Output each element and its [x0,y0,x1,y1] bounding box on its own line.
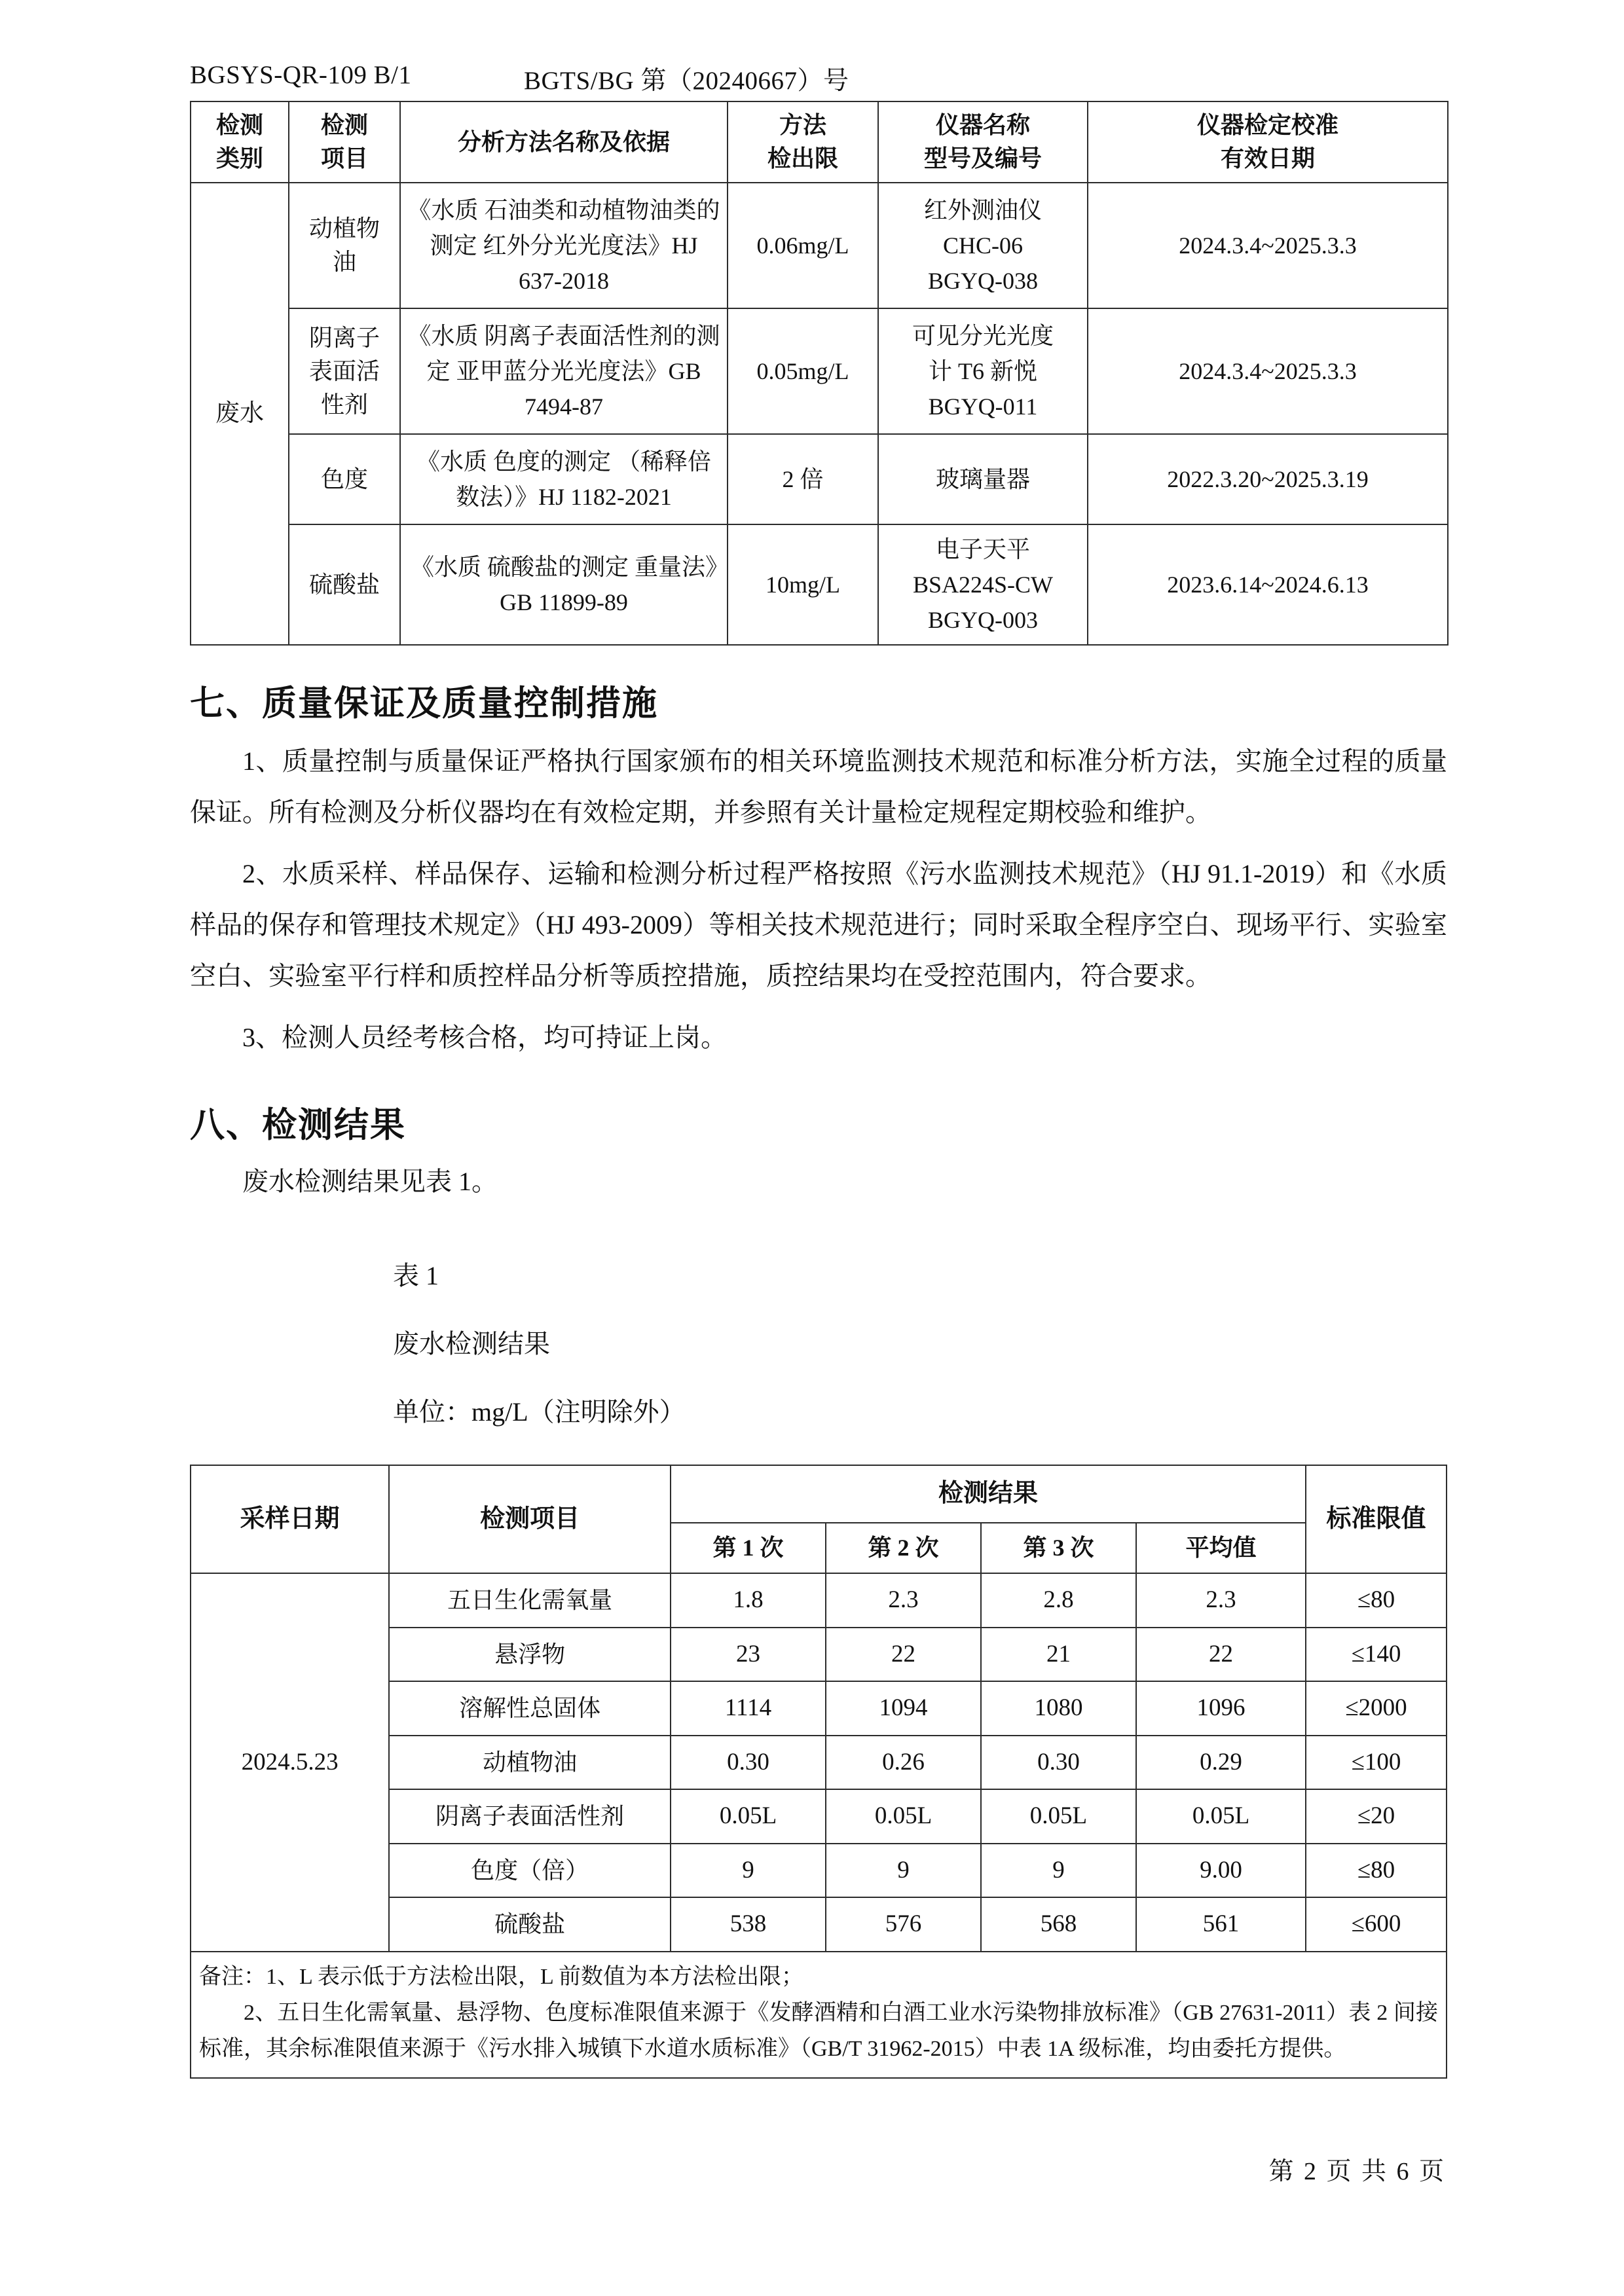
cell-run-1: 0.30 [671,1736,826,1790]
cell-run-3: 568 [981,1897,1136,1952]
cell-item: 色度 [289,434,400,524]
cell-run-2: 9 [826,1844,981,1898]
cell-run-3: 9 [981,1844,1136,1898]
cell-method: 《水质 色度的测定 （稀释倍数法）》HJ 1182-2021 [400,434,728,524]
cell-instrument: 红外测油仪 CHC-06 BGYQ-038 [878,183,1088,308]
caption-table-number: 表 1 [393,1261,439,1291]
results-table-body [191,1573,1447,1952]
form-code: BGSYS-QR-109 B/1 [190,61,412,89]
cell-standard: ≤80 [1306,1573,1447,1628]
cell-category: 废水 [191,183,289,645]
caption-unit: 单位：mg/L（注明除外） [393,1397,686,1427]
table-row [191,1573,1447,1628]
cell-run-1: 1.8 [671,1573,826,1628]
th-item: 检测 项目 [289,101,400,183]
th-category: 检测 类别 [191,101,289,183]
cell-test-item: 动植物油 [389,1736,671,1790]
cell-lod: 2 倍 [728,434,878,524]
section-7-paragraph-1: 1、质量控制与质量保证严格执行国家颁布的相关环境监测技术规范和标准分析方法，实施全过程的质量保证。所有检测及分析仪器均在有效检定期，并参照有关计量检定规程定期校验和维护。 [190,746,1447,828]
methods-table-body [191,183,1448,645]
cell-run-2: 2.3 [826,1573,981,1628]
cell-run-2: 1094 [826,1681,981,1736]
cell-test-item: 溶解性总固体 [389,1681,671,1736]
caption-title: 废水检测结果 [393,1329,550,1359]
cell-run-2: 22 [826,1628,981,1682]
cell-average: 9.00 [1136,1844,1306,1898]
cell-instrument: 玻璃量器 [878,434,1088,524]
cell-standard: ≤2000 [1306,1681,1447,1736]
th-instrument: 仪器名称 型号及编号 [878,101,1088,183]
cell-run-2: 0.05L [826,1789,981,1844]
section-7-paragraph-3: 3、检测人员经考核合格，均可持证上岗。 [242,1023,727,1053]
cell-method: 《水质 阴离子表面活性剂的测定 亚甲蓝分光光度法》GB 7494-87 [400,308,728,434]
cell-method: 《水质 石油类和动植物油类的测定 红外分光光度法》HJ 637-2018 [400,183,728,308]
table-row [191,434,1448,524]
cell-lod: 10mg/L [728,524,878,645]
th-average: 平均值 [1136,1523,1306,1573]
cell-run-1: 538 [671,1897,826,1952]
section-8-intro: 废水检测结果见表 1。 [242,1167,498,1197]
results-table-caption [190,1224,1447,1459]
methods-table-head [191,101,1448,183]
cell-run-3: 21 [981,1628,1136,1682]
th-lod: 方法 检出限 [728,101,878,183]
cell-validity: 2022.3.20~2025.3.19 [1088,434,1448,524]
cell-item: 硫酸盐 [289,524,400,645]
cell-average: 1096 [1136,1681,1306,1736]
cell-lod: 0.05mg/L [728,308,878,434]
cell-run-1: 1114 [671,1681,826,1736]
cell-standard: ≤600 [1306,1897,1447,1952]
table-row [191,524,1448,645]
table-row [191,308,1448,434]
cell-test-item: 硫酸盐 [389,1897,671,1952]
results-table-head [191,1465,1447,1573]
cell-average: 2.3 [1136,1573,1306,1628]
table-row [191,183,1448,308]
cell-average: 0.29 [1136,1736,1306,1790]
section-7-paragraph-2: 2、水质采样、样品保存、运输和检测分析过程严格按照《污水监测技术规范》（HJ 91.1-2019）和《水质 样品的保存和管理技术规定》（HJ 493-2009）等相关技术规范进行；同时采取全程序空白、现场平行、实验室空白、实验室平行样和质控样品分析等质控措施，质控结果均在受控范围内，符合要求。 [190,859,1447,991]
cell-run-2: 0.26 [826,1736,981,1790]
th-run-1: 第 1 次 [671,1523,826,1573]
cell-validity: 2024.3.4~2025.3.3 [1088,183,1448,308]
section-8-title: 八、检测结果 [190,1106,406,1145]
cell-item: 阴离子 表面活 性剂 [289,308,400,434]
th-test-item: 检测项目 [389,1465,671,1573]
cell-run-3: 2.8 [981,1573,1136,1628]
methods-header-row [191,101,1448,183]
cell-standard: ≤140 [1306,1628,1447,1682]
cell-run-3: 1080 [981,1681,1136,1736]
results-header-row-1 [191,1465,1447,1523]
page-content [190,0,1447,2079]
cell-run-1: 0.05L [671,1789,826,1844]
th-validity: 仪器检定校准 有效日期 [1088,101,1448,183]
section-7-title: 七、质量保证及质量控制措施 [190,684,658,723]
cell-instrument: 可见分光光度 计 T6 新悦 BGYQ-011 [878,308,1088,434]
cell-run-1: 23 [671,1628,826,1682]
cell-test-item: 悬浮物 [389,1628,671,1682]
cell-test-item: 阴离子表面活性剂 [389,1789,671,1844]
cell-test-item: 五日生化需氧量 [389,1573,671,1628]
cell-standard: ≤100 [1306,1736,1447,1790]
cell-validity: 2024.3.4~2025.3.3 [1088,308,1448,434]
cell-run-3: 0.30 [981,1736,1136,1790]
remark-line-2: 2、五日生化需氧量、悬浮物、色度标准限值来源于《发酵酒精和白酒工业水污染物排放标准》（GB 27631-2011）表 2 间接标准，其余标准限值来源于《污水排入城镇下水道水质标准》（GB/T 31962-2015）中表 1A 级标准，均由委托方提供。 [199,2001,1438,2062]
cell-sampling-date: 2024.5.23 [191,1573,389,1952]
th-run-3: 第 3 次 [981,1523,1136,1573]
report-number: BGTS/BG 第（20240667）号 [524,67,849,95]
cell-run-1: 9 [671,1844,826,1898]
cell-average: 22 [1136,1628,1306,1682]
document-header [190,0,1447,98]
methods-table [190,101,1449,646]
th-results-group: 检测结果 [671,1465,1306,1523]
th-method: 分析方法名称及依据 [400,101,728,183]
cell-validity: 2023.6.14~2024.6.13 [1088,524,1448,645]
cell-standard: ≤20 [1306,1789,1447,1844]
results-table [190,1465,1447,1952]
cell-average: 0.05L [1136,1789,1306,1844]
th-sampling-date: 采样日期 [191,1465,389,1573]
th-standard-limit: 标准限值 [1306,1465,1447,1573]
cell-test-item: 色度（倍） [389,1844,671,1898]
cell-method: 《水质 硫酸盐的测定 重量法》GB 11899-89 [400,524,728,645]
cell-run-3: 0.05L [981,1789,1136,1844]
page-footer: 第 2 页 共 6 页 [1268,2158,1446,2185]
cell-lod: 0.06mg/L [728,183,878,308]
cell-average: 561 [1136,1897,1306,1952]
cell-instrument: 电子天平 BSA224S-CW BGYQ-003 [878,524,1088,645]
cell-standard: ≤80 [1306,1844,1447,1898]
th-run-2: 第 2 次 [826,1523,981,1573]
cell-run-2: 576 [826,1897,981,1952]
cell-item: 动植物 油 [289,183,400,308]
results-table-remarks [190,1952,1447,2079]
remark-line-1: 备注：1、L 表示低于方法检出限，L 前数值为本方法检出限； [199,1965,804,1989]
